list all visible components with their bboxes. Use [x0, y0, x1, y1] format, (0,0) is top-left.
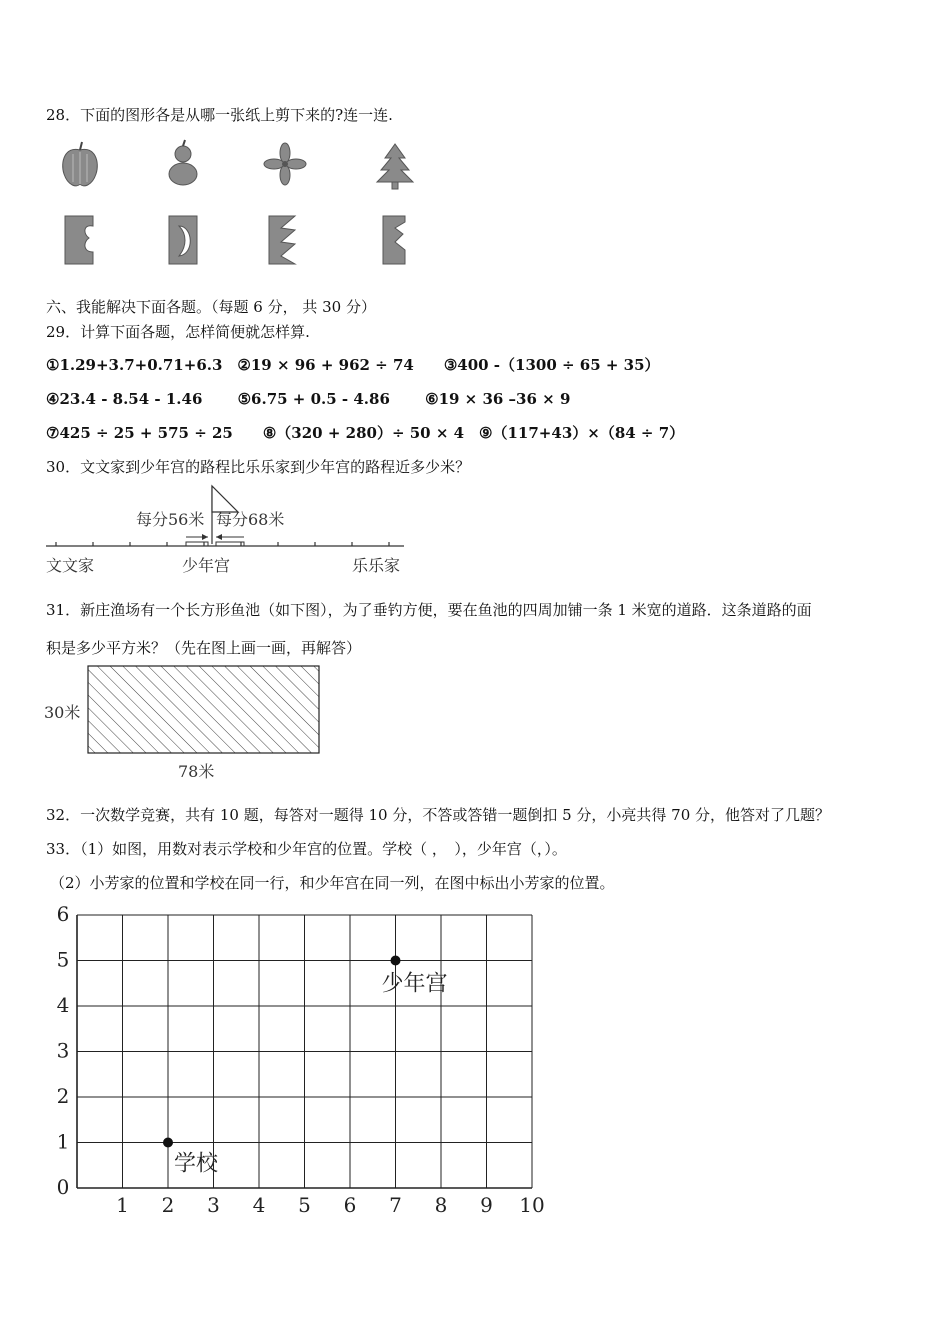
grid-tick-labels [57, 902, 545, 1217]
q33-part1: 33．（1）如图，用数对表示学校和少年宫的位置。学校（ ， ），少年宫（，）。 [46, 840, 567, 858]
q30-route-diagram [40, 484, 420, 580]
grid-point [391, 956, 401, 966]
section6-title: 六、我能解决下面各题。（每题 6 分， 共 30 分） [46, 298, 376, 316]
q33-coordinate-grid [40, 900, 550, 1220]
right-speed-label: 每分68米 [216, 510, 285, 529]
x-tick-label: 8 [434, 1193, 448, 1217]
gourd-shape-icon [169, 140, 197, 185]
left-speed-label: 每分56米 [136, 510, 205, 529]
flower-shape-icon [264, 143, 306, 185]
x-tick-label: 7 [389, 1193, 402, 1217]
q29-row2: ④23.4 - 8.54 - 1.46 ⑤6.75 + 0.5 - 4.86 ⑥19 × 36 –36 × 9 [46, 390, 571, 408]
x-tick-label: 5 [298, 1193, 311, 1217]
x-tick-label: 6 [343, 1193, 357, 1217]
youth-palace-grid-label: 少年宫 [381, 971, 448, 997]
q31-line1: 31．新庄渔场有一个长方形鱼池（如下图），为了垂钓方便，要在鱼池的四周加铺一条 1 米宽的道路．这条道路的面 [46, 601, 812, 619]
y-tick-label: 6 [56, 902, 70, 926]
q33-part2: （2）小芳家的位置和学校在同一行，和少年宫在同一列，在图中标出小芳家的位置。 [50, 874, 615, 892]
x-tick-label: 1 [116, 1193, 129, 1217]
paper-piece-4-icon [383, 216, 405, 264]
y-tick-label: 3 [56, 1038, 70, 1063]
youth-palace-label: 少年宫 [182, 556, 231, 575]
school-label: 学校 [174, 1151, 219, 1177]
y-tick-label: 5 [56, 947, 70, 972]
lele-home-label: 乐乐家 [352, 556, 401, 575]
pond-width-label: 78米 [178, 762, 215, 781]
fish-pond-rect [88, 666, 319, 753]
q32-text: 32．一次数学竞赛，共有 10 题，每答对一题得 10 分，不答或答错一题倒扣 5 分，小亮共得 70 分，他答对了几题？ [46, 806, 831, 824]
paper-piece-3-icon [269, 216, 295, 264]
paper-piece-2-icon [169, 216, 197, 264]
y-tick-label: 2 [56, 1084, 70, 1108]
tree-shape-icon [377, 144, 413, 189]
x-tick-label: 4 [252, 1193, 266, 1217]
x-tick-label: 10 [519, 1193, 545, 1217]
q28-text: 28．下面的图形各是从哪一张纸上剪下来的?连一连. [46, 106, 393, 124]
q31-pond-diagram [40, 660, 340, 786]
q29-title: 29．计算下面各题，怎样简便就怎样算. [46, 323, 310, 341]
q29-row3: ⑦425 ÷ 25 + 575 ÷ 25 ⑧（320 + 280）÷ 50 × 4 ⑨（117+43）×（84 ÷ 7） [46, 424, 685, 442]
pond-height-label: 30米 [44, 703, 81, 722]
q28-shapes-top [55, 138, 425, 194]
grid-point [163, 1138, 173, 1148]
x-tick-label: 9 [480, 1193, 493, 1217]
y-tick-label: 0 [56, 1175, 70, 1199]
x-tick-label: 2 [161, 1193, 175, 1217]
q29-row1: ①1.29+3.7+0.71+6.3 ②19 × 96 + 962 ÷ 74 ③400 -（1300 ÷ 65 + 35） [46, 356, 660, 374]
y-tick-label: 4 [56, 993, 70, 1017]
apple-shape-icon [63, 142, 98, 186]
q28-papers-bottom [55, 212, 425, 270]
q31-line2: 积是多少平方米？（先在图上画一画，再解答） [46, 639, 362, 657]
paper-piece-1-icon [65, 216, 93, 264]
x-tick-label: 3 [207, 1193, 220, 1217]
grid-lines [77, 915, 532, 1188]
q30-title: 30．文文家到少年宫的路程比乐乐家到少年宫的路程近多少米？ [46, 458, 471, 476]
wenwen-home-label: 文文家 [46, 556, 95, 575]
y-tick-label: 1 [56, 1129, 70, 1154]
